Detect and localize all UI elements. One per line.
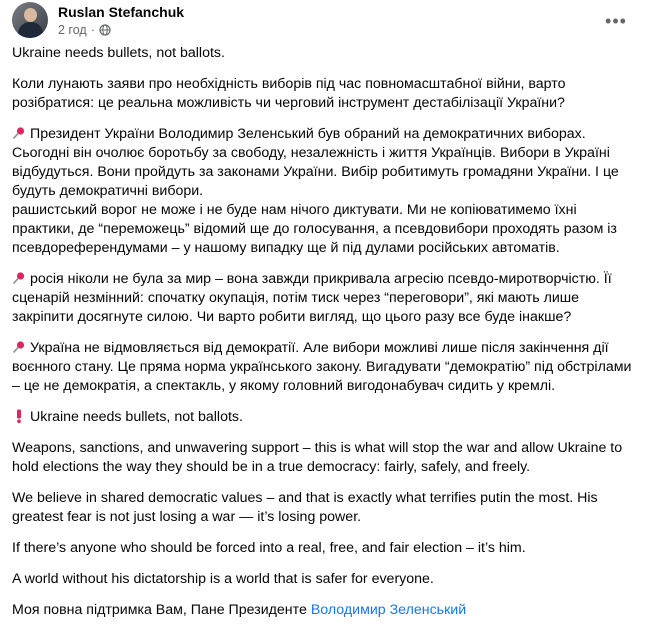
pushpin-icon bbox=[12, 126, 26, 140]
avatar[interactable] bbox=[12, 2, 48, 38]
paragraph-9: If there’s anyone who should be forced into a real, free, and fair election – it’s him. bbox=[12, 540, 526, 556]
paragraph-3-line-2: рашистський ворог не може і не буде нам нічого диктувати. Ми не копіюватимемо їхні практики, де “переможець” відомий ще до голосування, а псевдовибори проходять разом із псевдореферендумами – у нашому випадку ще й під дулами російських автоматів. bbox=[12, 202, 617, 256]
exclamation-icon bbox=[12, 409, 26, 423]
paragraph-6 bbox=[12, 408, 642, 427]
paragraph-3-line-1: Президент України Володимир Зеленський був обраний на демократичних виборах. Сьогодні він очолює боротьбу за свободу, незалежність і життя Українців. Вибори в Україні відбудуться. Вони пройдуть за законами України. Вибір робитимуть громадяни України. І це будуть демократичні вибори. bbox=[12, 126, 619, 199]
post-header bbox=[12, 0, 637, 44]
paragraph-6-text: Ukraine needs bullets, not ballots. bbox=[30, 409, 243, 425]
paragraph-2: Коли лунають заяви про необхідність виборів під час повномасштабної війни, варто розібратися: це реальна можливість чи черговий інструмент дестабілізації України? bbox=[12, 76, 566, 111]
meta-separator: · bbox=[90, 23, 95, 37]
avatar-head bbox=[24, 8, 37, 22]
paragraph-10: A world without his dictatorship is a world that is safer for everyone. bbox=[12, 571, 434, 587]
paragraph-1: Ukraine needs bullets, not ballots. bbox=[12, 45, 225, 61]
paragraph-11-text: Моя повна підтримка Вам, Пане Президенте bbox=[12, 602, 311, 618]
paragraph-11 bbox=[12, 601, 642, 620]
pushpin-icon bbox=[12, 340, 26, 354]
paragraph-5 bbox=[12, 339, 642, 396]
post-meta bbox=[58, 23, 111, 37]
author-name[interactable]: Ruslan Stefanchuk bbox=[58, 4, 185, 20]
paragraph-5-text: Україна не відмовляється від демократії. Але вибори можливі лише після закінчення дії воєнного стану. Це пряма норма українського закону. Вигадувати “демократію” під обстрілами – це не демократія, а спектакль, у якому головний вигодонабувач сидить у кремлі. bbox=[12, 340, 632, 394]
paragraph-8: We believe in shared democratic values – and that is exactly what terrifies putin the most. His greatest fear is not just losing a war — it’s losing power. bbox=[12, 490, 598, 525]
avatar-body bbox=[18, 22, 43, 38]
paragraph-7: Weapons, sanctions, and unwavering support – this is what will stop the war and allow Ukraine to hold elections the way they should be in a true democracy: fairly, safely, and freely. bbox=[12, 440, 623, 475]
paragraph-4-text: росія ніколи не була за мир – вона завжди прикривала агресію псевдо-миротворчістю. Її сценарій незмінний: спочатку окупація, потім тиск через “переговори”, які мають лише закріпити досягнуте силою. Чи варто робити вигляд, що цього разу все буде інакше? bbox=[12, 271, 612, 325]
more-options-button[interactable] bbox=[601, 6, 631, 36]
post-time[interactable]: 2 год bbox=[58, 23, 87, 37]
post-content bbox=[12, 44, 642, 632]
paragraph-4 bbox=[12, 270, 642, 327]
more-options-icon: ••• bbox=[605, 11, 627, 31]
pushpin-icon bbox=[12, 271, 26, 285]
globe-icon bbox=[99, 24, 111, 36]
tagged-person-link[interactable]: Володимир Зеленський bbox=[310, 602, 467, 618]
paragraph-3 bbox=[12, 125, 642, 258]
